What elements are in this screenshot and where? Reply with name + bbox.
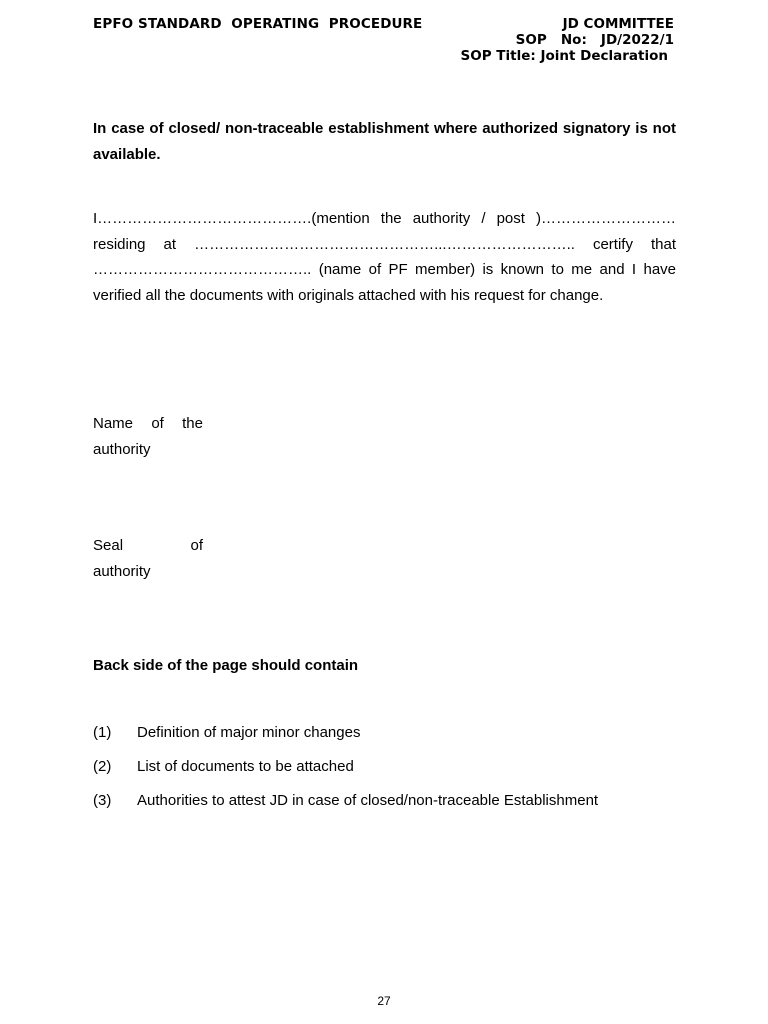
header-procedure-title: EPFO STANDARD OPERATING PROCEDURE: [93, 16, 423, 32]
list-item: [93, 722, 598, 756]
header-sop-number: SOP No: JD/2022/1: [515, 32, 674, 48]
back-side-heading: Back side of the page should contain: [93, 657, 359, 674]
list-item-text: Authorities to attest JD in case of closed/non-traceable Establishment: [137, 792, 599, 809]
header-sop-info: [461, 16, 675, 64]
signature-word: of: [190, 537, 203, 554]
signature-word: Name: [93, 415, 134, 432]
signature-word: the: [182, 415, 203, 432]
signature-seal-label: [93, 533, 203, 584]
list-item-number: (3): [93, 792, 112, 809]
list-item: [93, 790, 598, 824]
certificate-paragraph: [93, 206, 676, 308]
page-number: 27: [377, 994, 391, 1008]
header-committee: JD COMMITTEE: [562, 16, 674, 32]
certificate-line: …………………………………….. (name of PF member) is known to me and I have: [93, 261, 676, 278]
certificate-line: verified all the documents with originals attached with his request for change.: [93, 286, 604, 304]
certificate-line: I…………………………………….(mention the authority / post )………………………: [93, 210, 676, 227]
signature-word: of: [151, 415, 164, 432]
back-side-list: [93, 722, 598, 824]
header-sop-title: SOP Title: Joint Declaration: [460, 48, 668, 64]
signature-word: authority: [93, 562, 151, 580]
signature-word: authority: [93, 440, 151, 458]
list-item-number: (1): [93, 724, 112, 741]
list-item: [93, 756, 598, 790]
intro-heading: In case of closed/ non-traceable establishment where authorized signatory is not available.: [93, 120, 676, 163]
signature-name-label: [93, 411, 203, 462]
list-item-text: List of documents to be attached: [137, 758, 354, 775]
list-item-number: (2): [93, 758, 112, 775]
certificate-line: residing at …………………………………………...…………………….. certify that: [93, 235, 676, 253]
list-item-text: Definition of major minor changes: [137, 724, 361, 741]
signature-word: Seal: [93, 537, 124, 554]
